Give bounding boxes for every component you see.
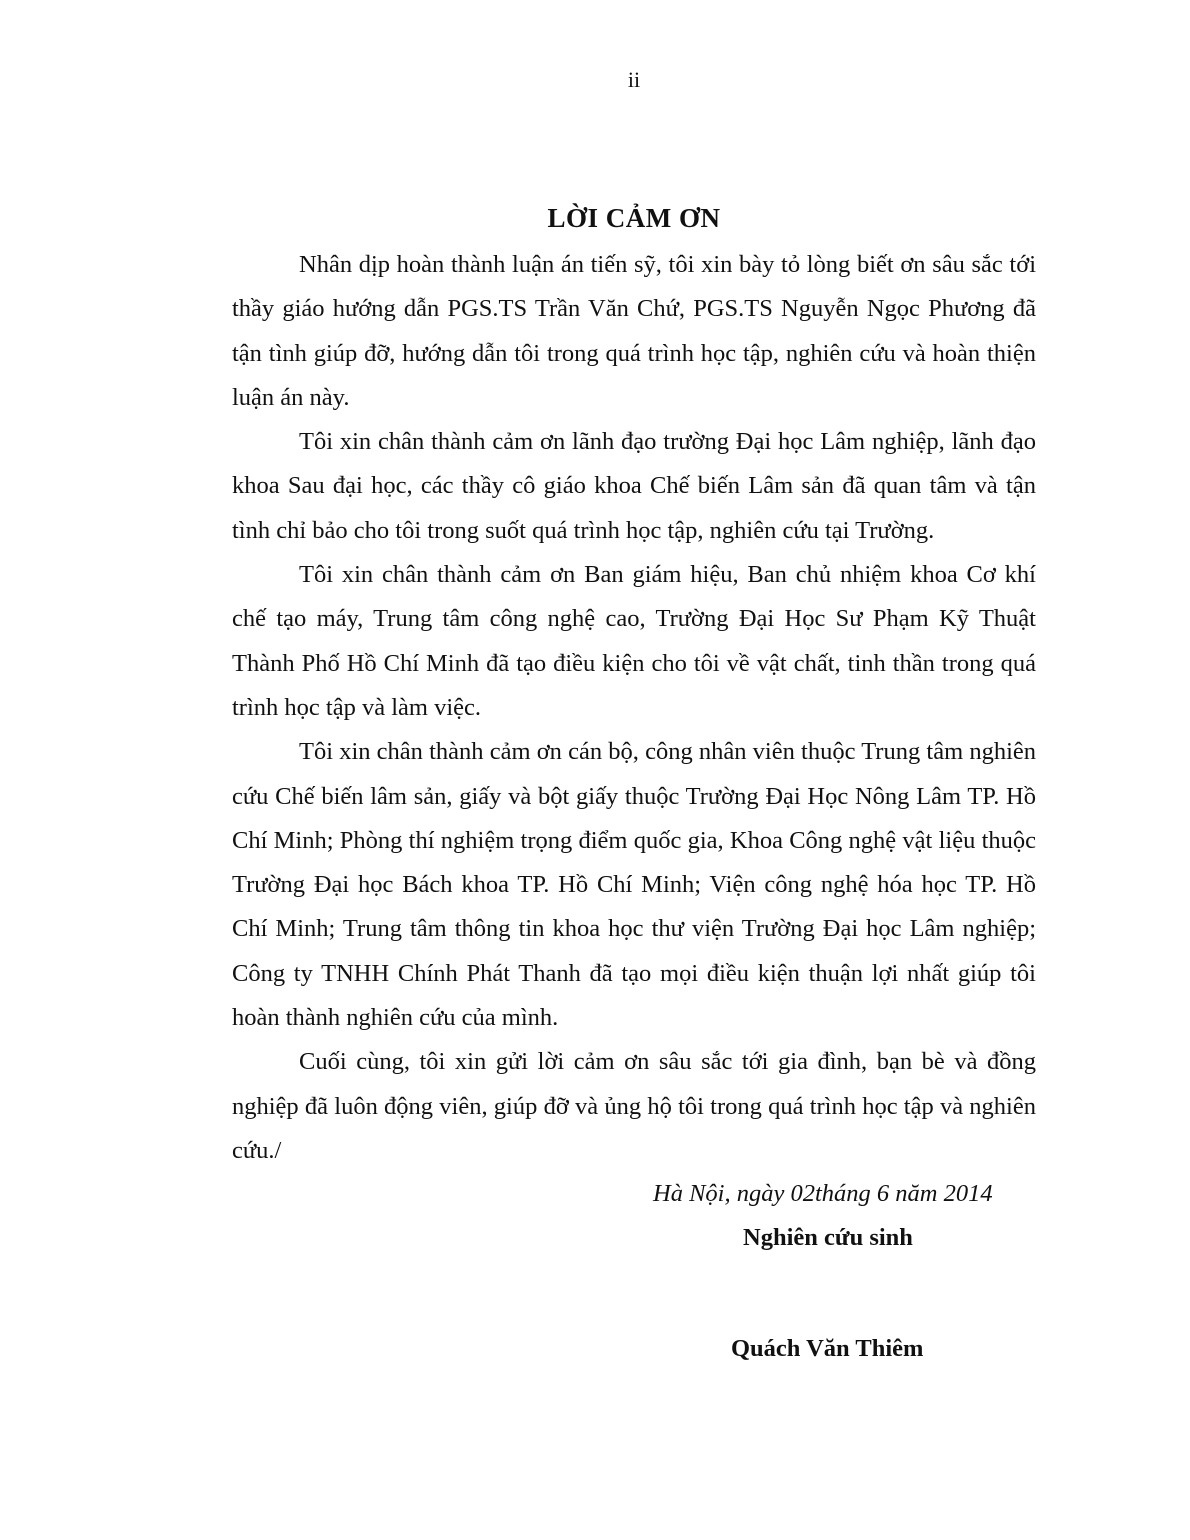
page-number: ii: [627, 67, 641, 92]
place-date: Hà Nội, ngày 02tháng 6 năm 2014: [653, 1180, 993, 1207]
signer-name: Quách Văn Thiêm: [731, 1335, 924, 1362]
page-title: LỜI CẢM ƠN: [547, 203, 721, 233]
paragraph: Tôi xin chân thành cảm ơn cán bộ, công nhân viên thuộc Trung tâm nghiên cứu Chế biến lâm sản, giấy và bột giấy thuộc Trường Đại Học Nông Lâm TP. Hồ Chí Minh; Phòng thí nghiệm trọng điểm quốc gia, Khoa Công nghệ vật liệu thuộc Trường Đại học Bách khoa TP. Hồ Chí Minh; Viện công nghệ hóa học TP. Hồ Chí Minh; Trung tâm thông tin khoa học thư viện Trường Đại học Lâm nghiệp; Công ty TNHH Chính Phát Thanh đã tạo mọi điều kiện thuận lợi nhất giúp tôi hoàn thành nghiên cứu của mình.: [232, 738, 1036, 1032]
paragraph: Nhân dịp hoàn thành luận án tiến sỹ, tôi xin bày tỏ lòng biết ơn sâu sắc tới thầy giáo hướng dẫn PGS.TS Trần Văn Chứ, PGS.TS Nguyễn Ngọc Phương đã tận tình giúp đỡ, hướng dẫn tôi trong quá trình học tập, nghiên cứu và hoàn thiện luận án này.: [232, 251, 1036, 411]
paragraph: Tôi xin chân thành cảm ơn lãnh đạo trường Đại học Lâm nghiệp, lãnh đạo khoa Sau đại học, các thầy cô giáo khoa Chế biến Lâm sản đã quan tâm và tận tình chỉ bảo cho tôi trong suốt quá trình học tập, nghiên cứu tại Trường.: [232, 428, 1036, 544]
paragraph: Cuối cùng, tôi xin gửi lời cảm ơn sâu sắc tới gia đình, bạn bè và đồng nghiệp đã luôn động viên, giúp đỡ và ủng hộ tôi trong quá trình học tập và nghiên cứu./: [232, 1048, 1036, 1164]
paragraph: Tôi xin chân thành cảm ơn Ban giám hiệu, Ban chủ nhiệm khoa Cơ khí chế tạo máy, Trung tâm công nghệ cao, Trường Đại Học Sư Phạm Kỹ Thuật Thành Phố Hồ Chí Minh đã tạo điều kiện cho tôi về vật chất, tinh thần trong quá trình học tập và làm việc.: [232, 561, 1036, 721]
acknowledgement-body: [232, 243, 1036, 1173]
signer-role: Nghiên cứu sinh: [743, 1224, 913, 1251]
